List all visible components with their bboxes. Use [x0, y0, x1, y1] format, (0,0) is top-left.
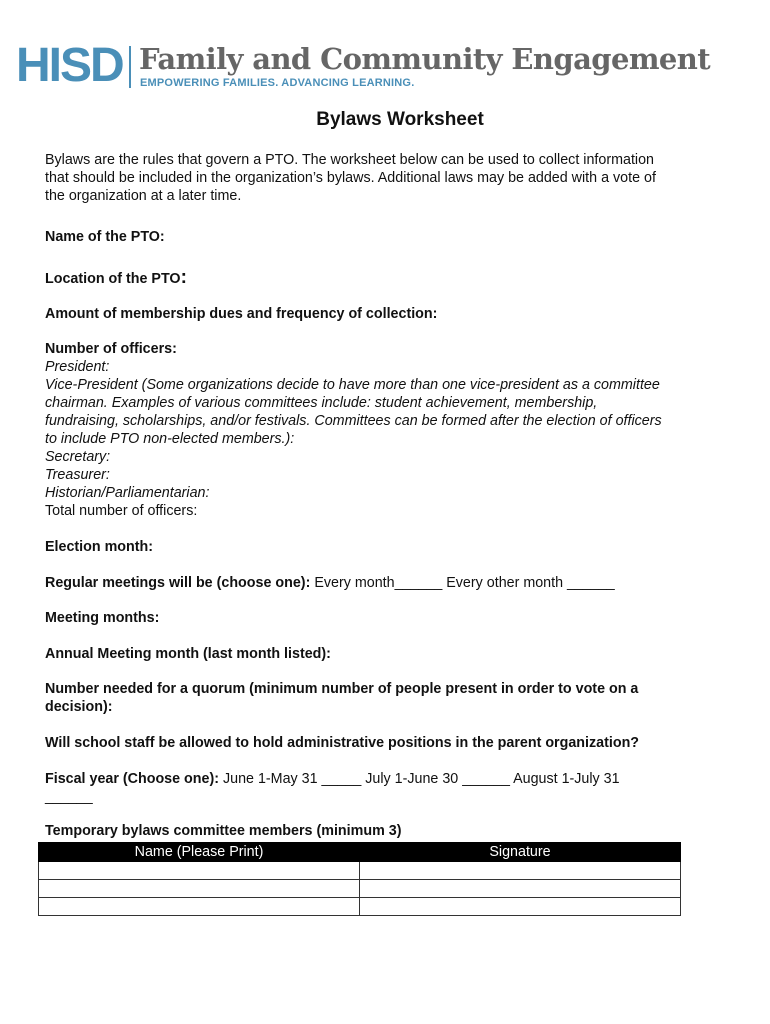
signature-cell[interactable] [360, 862, 681, 880]
intro-line: that should be included in the organization’s bylaws. Additional laws may be added with a vote of [45, 170, 656, 186]
treasurer-label: Treasurer: [45, 467, 110, 483]
table-row [39, 898, 681, 916]
signature-cell[interactable] [360, 880, 681, 898]
total-officers-label: Total number of officers: [45, 503, 198, 519]
quorum-line: decision): [45, 699, 113, 715]
name-cell[interactable] [39, 898, 360, 916]
quorum-line: Number needed for a quorum (minimum number of people present in order to vote on a [45, 681, 639, 697]
name-cell[interactable] [39, 880, 360, 898]
name-cell[interactable] [39, 862, 360, 880]
fiscal-year-trailing: ______ [45, 789, 93, 805]
logo-title: Family and Community Engagement [139, 42, 711, 76]
logo-tagline: EMPOWERING FAMILIES. ADVANCING LEARNING. [140, 77, 415, 89]
regular-meetings-options: Every month______ Every other month ______ [310, 575, 615, 591]
vp-line: to include PTO non-elected members.): [45, 431, 295, 447]
table-header-row [39, 843, 681, 862]
vp-line: Vice-President (Some organizations decide to have more than one vice-president as a committee [45, 377, 660, 393]
fiscal-year-options: June 1-May 31 _____ July 1-June 30 ______ August 1-July 31 [219, 771, 620, 787]
secretary-label: Secretary: [45, 449, 111, 465]
signature-cell[interactable] [360, 898, 681, 916]
pto-location-colon: : [180, 267, 187, 288]
president-label: President: [45, 359, 110, 375]
document-title: Bylaws Worksheet [316, 109, 484, 130]
worksheet-body [45, 151, 705, 840]
table-row [39, 862, 681, 880]
fiscal-year-line [45, 770, 705, 788]
meeting-months-label: Meeting months: [45, 610, 160, 626]
pto-location-label [45, 269, 705, 288]
regular-meetings-label: Regular meetings will be (choose one): [45, 575, 311, 591]
committee-label: Temporary bylaws committee members (minimum 3) [45, 823, 402, 839]
dues-label: Amount of membership dues and frequency of collection: [45, 306, 438, 322]
header [16, 39, 711, 92]
committee-table-wrap [38, 842, 681, 916]
vp-line: chairman. Examples of various committees include: student achievement, membership, [45, 395, 598, 411]
table-row [39, 880, 681, 898]
pto-name-label: Name of the PTO: [45, 229, 165, 245]
hisd-logo: HISD [16, 39, 123, 92]
intro-line: the organization at a later time. [45, 188, 242, 204]
election-month-label: Election month: [45, 539, 154, 555]
fiscal-year-label: Fiscal year (Choose one): [45, 771, 219, 787]
intro-paragraph [45, 151, 705, 205]
annual-meeting-label: Annual Meeting month (last month listed): [45, 646, 331, 662]
signature-column-header: Signature [360, 843, 681, 862]
historian-label: Historian/Parliamentarian: [45, 485, 210, 501]
committee-table [38, 842, 681, 916]
school-staff-question: Will school staff be allowed to hold administrative positions in the parent organization? [45, 735, 640, 751]
name-column-header: Name (Please Print) [39, 843, 360, 862]
regular-meetings-line [45, 574, 705, 592]
vp-line: fundraising, scholarships, and/or festivals. Committees can be formed after the election of officers [45, 413, 662, 429]
intro-line: Bylaws are the rules that govern a PTO. The worksheet below can be used to collect information [45, 152, 654, 168]
pto-location-text: Location of the PTO [45, 271, 181, 287]
logo-divider [129, 46, 131, 88]
officers-label: Number of officers: [45, 341, 177, 357]
